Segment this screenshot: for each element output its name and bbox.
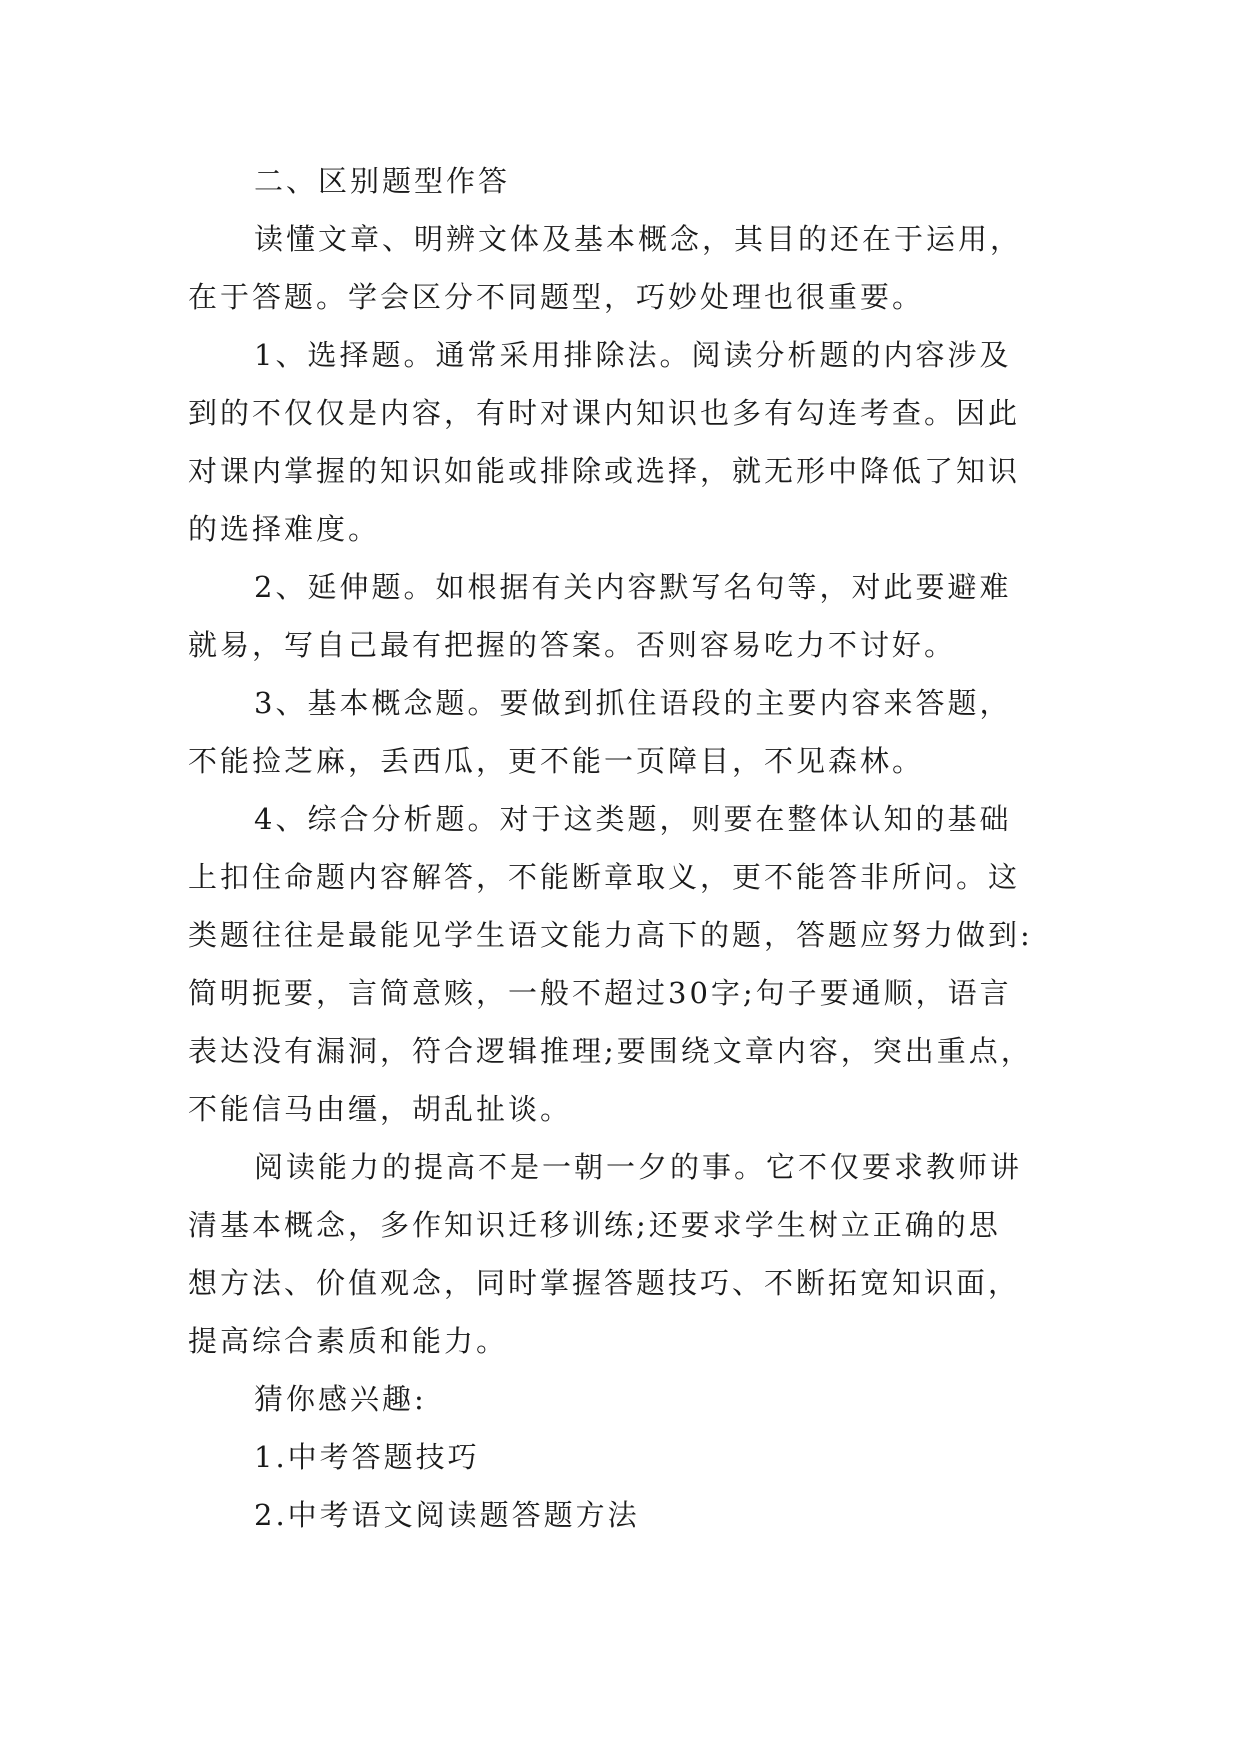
paragraph-line: 的选择难度。 (188, 512, 381, 546)
paragraph-line: 清基本概念，多作知识迁移训练;还要求学生树立正确的思 (188, 1208, 1001, 1242)
paragraph-line: 就易，写自己最有把握的答案。否则容易吃力不讨好。 (188, 628, 957, 662)
related-link-item[interactable]: 1.中考答题技巧 (254, 1440, 480, 1474)
document-body (188, 152, 1058, 1544)
related-heading: 猜你感兴趣: (254, 1382, 427, 1416)
section-heading: 二、区别题型作答 (254, 164, 511, 198)
paragraph-line: 想方法、价值观念，同时掌握答题技巧、不断拓宽知识面， (188, 1266, 1021, 1300)
paragraph-line: 不能信马由缰，胡乱扯谈。 (188, 1092, 573, 1126)
paragraph-line: 读懂文章、明辨文体及基本概念，其目的还在于运用， (254, 222, 1023, 256)
paragraph-line: 简明扼要，言简意赅，一般不超过30字;句子要通顺，语言 (188, 976, 1012, 1010)
paragraph-line: 4、综合分析题。对于这类题，则要在整体认知的基础 (254, 802, 1012, 836)
paragraph-line: 3、基本概念题。要做到抓住语段的主要内容来答题， (254, 686, 1012, 720)
paragraph-line: 不能捡芝麻，丢西瓜，更不能一页障目，不见森林。 (188, 744, 925, 778)
paragraph-line: 到的不仅仅是内容，有时对课内知识也多有勾连考查。因此 (188, 396, 1021, 430)
related-link-item[interactable]: 2.中考语文阅读题答题方法 (254, 1498, 640, 1532)
paragraph-line: 阅读能力的提高不是一朝一夕的事。它不仅要求教师讲 (254, 1150, 1023, 1184)
paragraph-line: 类题往往是最能见学生语文能力高下的题，答题应努力做到: (188, 918, 1033, 952)
paragraph-line: 提高综合素质和能力。 (188, 1324, 509, 1358)
paragraph-line: 2、延伸题。如根据有关内容默写名句等，对此要避难 (254, 570, 1012, 604)
paragraph-line: 对课内掌握的知识如能或排除或选择，就无形中降低了知识 (188, 454, 1021, 488)
paragraph-line: 表达没有漏洞，符合逻辑推理;要围绕文章内容，突出重点， (188, 1034, 1033, 1068)
paragraph-line: 上扣住命题内容解答，不能断章取义，更不能答非所问。这 (188, 860, 1021, 894)
paragraph-line: 1、选择题。通常采用排除法。阅读分析题的内容涉及 (254, 338, 1012, 372)
paragraph-line: 在于答题。学会区分不同题型，巧妙处理也很重要。 (188, 280, 925, 314)
